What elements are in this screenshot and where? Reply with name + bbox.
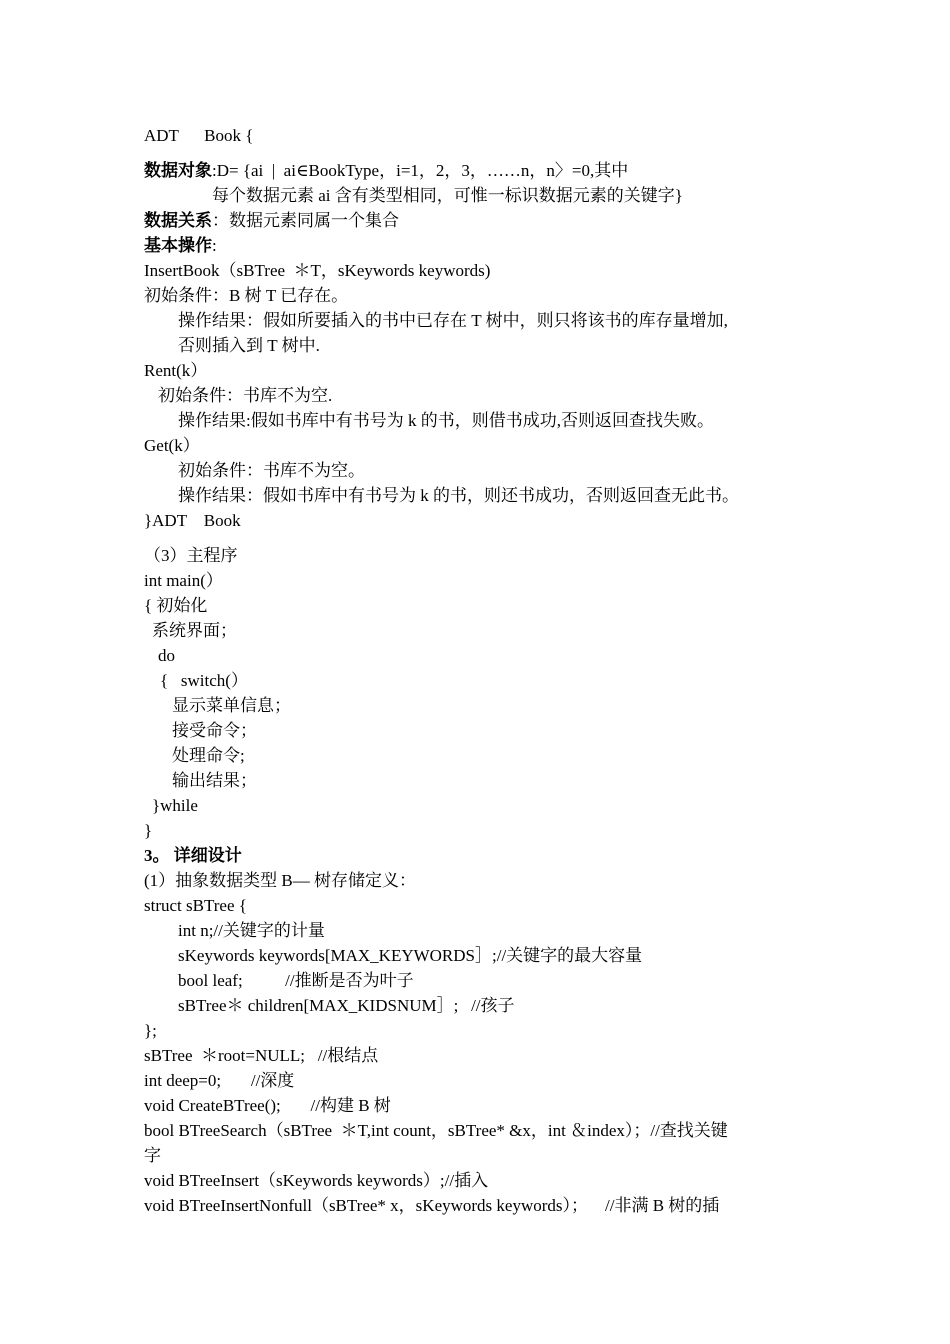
get-result: 操作结果：假如书库中有书号为 k 的书，则还书成功，否则返回查无此书。 — [178, 486, 739, 505]
btree-heading: (1）抽象数据类型 B— 树存储定义： — [144, 871, 416, 890]
data-object-text: :D= {ai | ai∈BookType，i=1，2，3，……n，n〉=0,其中 — [212, 161, 629, 180]
create-decl: void CreateBTree(); //构建 B 树 — [144, 1096, 391, 1115]
search-decl-1: bool BTreeSearch（sBTree ＊T,int count，sBTree* &x，int ＆index）；//查找关键 — [144, 1121, 728, 1140]
main-menu: 显示菜单信息； — [172, 696, 291, 715]
struct-open: struct sBTree { — [144, 896, 247, 915]
nonfull-decl: void BTreeInsertNonfull（sBTree* x，sKeywords keywords）； //非满 B 树的插 — [144, 1196, 720, 1215]
insert-result-2: 否则插入到 T 树中. — [178, 336, 320, 355]
data-object-cont: 每个数据元素 ai 含有类型相同，可惟一标识数据元素的关键字} — [212, 186, 683, 205]
data-object-label: 数据对象 — [144, 161, 212, 180]
struct-close: }; — [144, 1021, 157, 1040]
main-open: { 初始化 — [144, 596, 208, 615]
detail-heading: 3。 详细设计 — [144, 846, 242, 865]
main-do: do — [158, 646, 175, 665]
insert-sig: InsertBook（sBTree ＊T，sKeywords keywords) — [144, 261, 491, 280]
root-decl: sBTree ＊root=NULL; //根结点 — [144, 1046, 379, 1065]
adt-footer: }ADT Book — [144, 511, 241, 530]
main-accept: 接受命令； — [172, 721, 257, 740]
deep-decl: int deep=0; //深度 — [144, 1071, 295, 1090]
data-object-line — [144, 159, 628, 183]
main-heading: （3）主程序 — [144, 546, 238, 565]
field-keywords: sKeywords keywords[MAX_KEYWORDS］;//关键字的最大容量 — [178, 946, 643, 965]
field-children: sBTree＊ children[MAX_KIDSNUM］; //孩子 — [178, 996, 515, 1015]
main-process: 处理命令; — [172, 746, 245, 765]
data-relation-text: ：数据元素同属一个集合 — [212, 211, 399, 230]
adt-header: ADT Book { — [144, 126, 254, 145]
basic-ops-label: 基本操作 — [144, 236, 212, 255]
data-relation-line — [144, 209, 399, 233]
rent-sig: Rent(k） — [144, 361, 208, 380]
data-relation-label: 数据关系 — [144, 211, 212, 230]
get-pre: 初始条件：书库不为空。 — [178, 461, 365, 480]
basic-ops-line — [144, 234, 217, 258]
main-close: } — [144, 821, 153, 840]
insert-decl: void BTreeInsert（sKeywords keywords）;//插入 — [144, 1171, 489, 1190]
rent-result: 操作结果:假如书库中有书号为 k 的书，则借书成功,否则返回查找失败。 — [178, 411, 714, 430]
main-while: }while — [152, 796, 198, 815]
get-sig: Get(k） — [144, 436, 200, 455]
main-sig: int main(） — [144, 571, 223, 590]
main-output: 输出结果； — [172, 771, 257, 790]
field-leaf: bool leaf; //推断是否为叶子 — [178, 971, 414, 990]
insert-pre: 初始条件：B 树 T 已存在。 — [144, 286, 349, 305]
main-switch: { switch(） — [160, 671, 248, 690]
basic-ops-colon: : — [212, 236, 217, 255]
insert-result-1: 操作结果：假如所要插入的书中已存在 T 树中，则只将该书的库存量增加, — [178, 311, 728, 330]
main-ui: 系统界面； — [152, 621, 237, 640]
field-n: int n;//关键字的计量 — [178, 921, 325, 940]
rent-pre: 初始条件：书库不为空. — [158, 386, 333, 405]
search-decl-2: 字 — [144, 1146, 161, 1165]
